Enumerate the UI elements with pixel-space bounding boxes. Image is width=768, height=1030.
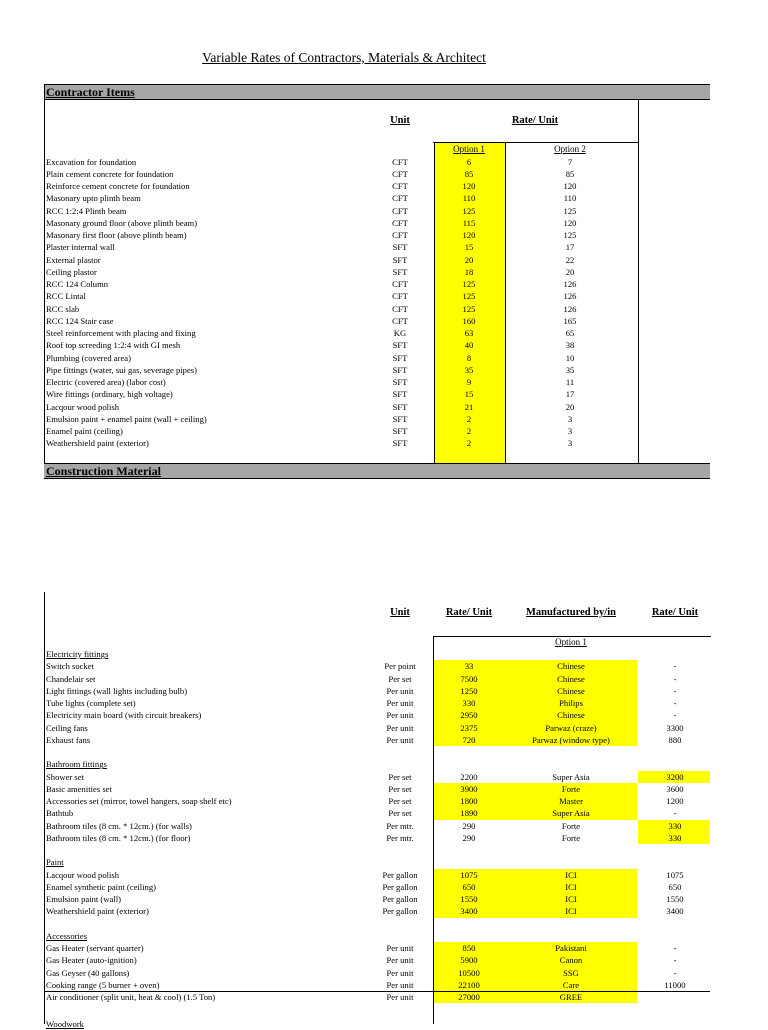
item-cell: Weathershield paint (exterior) bbox=[46, 906, 149, 917]
option2-cell: 20 bbox=[565, 401, 575, 412]
unit-cell: Per gallon bbox=[382, 869, 418, 880]
unit-cell: Per set bbox=[388, 771, 412, 782]
option2-cell: 120 bbox=[563, 217, 577, 228]
rate2-cell: - bbox=[673, 967, 677, 978]
rate2-cell: 650 bbox=[668, 881, 682, 892]
rate-cell: 22100 bbox=[458, 979, 480, 990]
manufacturer-cell: Forte bbox=[561, 820, 581, 831]
option1-cell: 120 bbox=[462, 181, 476, 191]
unit-cell: CFT bbox=[392, 156, 408, 167]
unit-cell: SFT bbox=[392, 389, 408, 400]
option2-cell: 126 bbox=[563, 279, 577, 289]
unit-cell: Per set bbox=[388, 796, 412, 806]
group-heading bbox=[0, 930, 768, 942]
unit-cell: Per mtr. bbox=[386, 820, 414, 831]
trailing-group-label: Woodwork bbox=[46, 1018, 84, 1029]
rate-cell: 2375 bbox=[460, 722, 478, 733]
manufacturer-cell: ICI bbox=[565, 881, 577, 892]
manufacturer-cell: GREE bbox=[559, 992, 583, 1002]
table-row bbox=[0, 229, 768, 241]
table-row bbox=[0, 771, 768, 783]
unit-cell: Per unit bbox=[386, 955, 414, 966]
option2-cell: 3 bbox=[567, 438, 573, 449]
item-cell: RCC 124 Stair case bbox=[46, 315, 114, 326]
rate-cell: 290 bbox=[462, 832, 476, 843]
table-row bbox=[0, 967, 768, 979]
manufacturer-cell: Forte bbox=[561, 832, 581, 843]
construction-material-heading: Construction Material bbox=[46, 464, 161, 478]
manufacturer-cell: Chinese bbox=[557, 673, 585, 684]
option2-label: Option 2 bbox=[554, 144, 586, 154]
table-row bbox=[0, 290, 768, 302]
option2-cell: 3 bbox=[567, 426, 573, 436]
unit-cell: Per unit bbox=[386, 992, 414, 1002]
item-cell: Masonary first floor (above plinth beam) bbox=[46, 230, 187, 240]
unit-cell: Per unit bbox=[386, 967, 414, 978]
item-cell: Emulsion paint (wall) bbox=[46, 894, 121, 904]
group-heading bbox=[0, 758, 768, 770]
unit-cell: Per unit bbox=[386, 710, 414, 721]
rate-cell: 850 bbox=[462, 943, 476, 953]
table-row bbox=[0, 254, 768, 266]
item-cell: Ceiling plastor bbox=[46, 266, 97, 277]
unit-cell: SFT bbox=[392, 413, 408, 424]
rate2-cell: 3200 bbox=[666, 771, 684, 782]
contractor-items-bar bbox=[44, 84, 710, 100]
rate-cell: 330 bbox=[462, 698, 476, 708]
item-cell: Emulsion paint + enamel paint (wall + ceiling) bbox=[46, 413, 207, 424]
unit-cell: Per mtr. bbox=[386, 832, 414, 843]
option1-label: Option 1 bbox=[453, 144, 485, 154]
item-cell: Lacqour wood polish bbox=[46, 869, 120, 880]
unit-cell: CFT bbox=[392, 168, 408, 179]
item-cell: Ceiling fans bbox=[46, 722, 88, 733]
manufacturer-cell: Care bbox=[562, 979, 580, 990]
manufacturer-cell: ICI bbox=[565, 894, 577, 904]
unit-cell: Per unit bbox=[386, 979, 414, 990]
option1-cell: 2 bbox=[466, 426, 472, 436]
manufacturer-cell: Forte bbox=[561, 783, 581, 794]
unit-cell: SFT bbox=[392, 254, 408, 265]
group-heading-label: Paint bbox=[46, 857, 64, 868]
manufacturer-cell: Parwaz (craze) bbox=[545, 722, 597, 733]
unit-cell: SFT bbox=[392, 438, 408, 449]
option2-cell: 17 bbox=[565, 242, 575, 253]
unit-cell: SFT bbox=[392, 377, 408, 387]
item-cell: Electricity main board (with circuit breakers) bbox=[46, 710, 202, 721]
group-heading-label: Electricity fittings bbox=[46, 649, 109, 659]
option1-cell: 2 bbox=[466, 413, 472, 424]
group-heading-label: Accessories bbox=[46, 930, 88, 941]
item-cell: Gas Heater (auto-ignition) bbox=[46, 955, 137, 966]
rate-cell: 2950 bbox=[460, 710, 478, 721]
item-cell: Wire fittings (ordinary, high voltage) bbox=[46, 389, 173, 400]
item-cell: RCC 124 Column bbox=[46, 279, 109, 289]
option1-cell: 40 bbox=[464, 340, 474, 351]
unit-cell: SFT bbox=[392, 364, 408, 375]
unit-cell: Per gallon bbox=[382, 881, 418, 892]
item-cell: Reinforce cement concrete for foundation bbox=[46, 181, 190, 191]
option1-cell: 8 bbox=[466, 352, 472, 363]
option1-cell: 85 bbox=[464, 168, 474, 179]
rate-cell: 1800 bbox=[460, 796, 478, 806]
item-cell: Electric (covered area) (labor cost) bbox=[46, 377, 166, 387]
table-row bbox=[0, 156, 768, 168]
option1-cell: 6 bbox=[466, 156, 472, 167]
s2-rate2-column-header: Rate/ Unit bbox=[651, 607, 699, 618]
table-row bbox=[0, 722, 768, 734]
table-row bbox=[0, 832, 768, 844]
table-row bbox=[0, 905, 768, 917]
contractor-items-heading: Contractor Items bbox=[46, 85, 135, 99]
table-row bbox=[0, 303, 768, 315]
option1-cell: 125 bbox=[462, 291, 476, 302]
rate2-cell: - bbox=[673, 710, 677, 721]
table-row bbox=[0, 388, 768, 400]
page-title: Variable Rates of Contractors, Materials & Architect bbox=[202, 50, 486, 65]
unit-cell: Per unit bbox=[386, 698, 414, 708]
item-cell: Masonary ground floor (above plinth beam) bbox=[46, 217, 198, 228]
table-row bbox=[0, 783, 768, 795]
unit-cell: SFT bbox=[392, 401, 408, 412]
option2-cell: 20 bbox=[565, 266, 575, 277]
unit-cell: SFT bbox=[392, 352, 408, 363]
manufacturer-cell: Super Asia bbox=[552, 771, 590, 782]
item-cell: RCC slab bbox=[46, 303, 80, 314]
rate-cell: 10500 bbox=[458, 967, 480, 978]
section1-right-border bbox=[638, 99, 639, 142]
rate-cell: 290 bbox=[462, 820, 476, 831]
item-cell: Basic amenities set bbox=[46, 783, 112, 794]
unit-cell: Per set bbox=[388, 808, 412, 819]
option1-cell: 63 bbox=[464, 328, 474, 338]
manufacturer-cell: Chinese bbox=[557, 710, 585, 721]
option1-cell: 2 bbox=[466, 438, 472, 449]
manufacturer-cell: SSG bbox=[563, 967, 579, 978]
construction-material-bar bbox=[44, 463, 710, 479]
option2-cell: 11 bbox=[565, 377, 575, 387]
item-cell: Plumbing (covered area) bbox=[46, 352, 131, 363]
item-cell: Roof top screeding 1:2:4 with GI mesh bbox=[46, 340, 181, 351]
manufacturer-cell: Chinese bbox=[557, 685, 585, 696]
unit-cell: Per unit bbox=[386, 722, 414, 733]
table-row bbox=[0, 893, 768, 905]
item-cell: Bathroom tiles (8 cm. * 12cm.) (for floor) bbox=[46, 832, 191, 843]
unit-cell: CFT bbox=[392, 205, 408, 216]
table-row bbox=[0, 339, 768, 351]
table-row bbox=[0, 660, 768, 672]
item-cell: Switch socket bbox=[46, 661, 94, 672]
manufacturer-cell: Chinese bbox=[557, 661, 585, 672]
item-cell: Air conditioner (split unit, heat & cool) (1.5 Ton) bbox=[46, 992, 216, 1002]
unit-cell: Per point bbox=[384, 661, 416, 672]
manufacturer-cell: Pakistani bbox=[555, 943, 587, 953]
table-row bbox=[0, 685, 768, 697]
table-row bbox=[0, 401, 768, 413]
table-row bbox=[0, 869, 768, 881]
s2-rate-column-header: Rate/ Unit bbox=[445, 607, 493, 618]
item-cell: Enamel paint (ceiling) bbox=[46, 426, 123, 436]
rate2-cell: - bbox=[673, 955, 677, 966]
row-separator-line bbox=[44, 991, 710, 992]
rate-cell: 3900 bbox=[460, 783, 478, 794]
table-row bbox=[0, 709, 768, 721]
rate-cell: 1075 bbox=[460, 869, 478, 880]
option1-cell: 35 bbox=[464, 364, 474, 375]
table-row bbox=[0, 278, 768, 290]
unit-cell: KG bbox=[393, 328, 407, 338]
option1-cell: 15 bbox=[464, 242, 474, 253]
unit-cell: CFT bbox=[392, 315, 408, 326]
unit-cell: Per gallon bbox=[382, 906, 418, 917]
table-row bbox=[0, 266, 768, 278]
option2-cell: 3 bbox=[567, 413, 573, 424]
option2-cell: 125 bbox=[563, 230, 577, 240]
unit-cell: Per gallon bbox=[382, 894, 418, 904]
table-row bbox=[0, 954, 768, 966]
unit-cell: CFT bbox=[392, 279, 408, 289]
group-heading bbox=[0, 856, 768, 868]
unit-column-header: Unit bbox=[390, 115, 410, 126]
table-row bbox=[0, 364, 768, 376]
rate2-cell: 330 bbox=[668, 820, 682, 831]
group-heading-label: Bathroom fittings bbox=[46, 759, 107, 770]
item-cell: Accessories set (mirror, towel hangers, soap shelf etc) bbox=[46, 796, 232, 806]
option1-cell: 21 bbox=[464, 401, 474, 412]
table-row bbox=[0, 697, 768, 709]
unit-cell: CFT bbox=[392, 291, 408, 302]
s2-manufacturer-column-header: Manufactured by/in bbox=[526, 607, 616, 618]
unit-cell: CFT bbox=[392, 217, 408, 228]
rate-cell: 7500 bbox=[460, 673, 478, 684]
option1-cell: 160 bbox=[462, 315, 476, 326]
option2-cell: 38 bbox=[565, 340, 575, 351]
rate-cell: 5900 bbox=[460, 955, 478, 966]
unit-cell: Per set bbox=[388, 673, 412, 684]
table-row bbox=[0, 192, 768, 204]
rate2-cell: 3600 bbox=[666, 783, 684, 794]
rate-cell: 1250 bbox=[460, 685, 478, 696]
table-row bbox=[0, 315, 768, 327]
item-cell: Cooking range (5 burner + oven) bbox=[46, 979, 160, 990]
table-row bbox=[0, 327, 768, 339]
rate2-cell: 1550 bbox=[666, 894, 684, 904]
unit-cell: SFT bbox=[392, 242, 408, 253]
option2-cell: 65 bbox=[565, 328, 575, 338]
item-cell: Light fittings (wall lights including bulb) bbox=[46, 685, 188, 696]
option1-cell: 20 bbox=[464, 254, 474, 265]
manufacturer-cell: Parwaz (window type) bbox=[532, 734, 610, 745]
item-cell: Lacqour wood polish bbox=[46, 401, 120, 412]
unit-cell: CFT bbox=[392, 193, 408, 204]
unit-cell: Per unit bbox=[386, 943, 414, 953]
rate2-cell: 1075 bbox=[666, 869, 684, 880]
s2-unit-column-header: Unit bbox=[390, 607, 410, 618]
table-row bbox=[0, 979, 768, 991]
manufacturer-cell: ICI bbox=[565, 906, 577, 917]
rate2-cell: - bbox=[673, 943, 677, 953]
table-row bbox=[0, 991, 768, 1003]
rate2-cell: - bbox=[673, 808, 677, 819]
option2-cell: 35 bbox=[565, 364, 575, 375]
option1-cell: 125 bbox=[462, 205, 476, 216]
item-cell: RCC Lintal bbox=[46, 291, 86, 302]
table-row bbox=[0, 352, 768, 364]
item-cell: Plaster internal wall bbox=[46, 242, 115, 253]
table-row bbox=[0, 734, 768, 746]
rate2-cell: 330 bbox=[668, 832, 682, 843]
group-heading bbox=[0, 648, 768, 660]
option2-cell: 120 bbox=[563, 181, 577, 191]
option2-cell: 17 bbox=[565, 389, 575, 400]
option2-cell: 126 bbox=[563, 291, 577, 302]
item-cell: Shower set bbox=[46, 771, 84, 782]
item-cell: Chandelair set bbox=[46, 673, 96, 684]
option2-cell: 125 bbox=[563, 205, 577, 216]
option1-cell: 15 bbox=[464, 389, 474, 400]
item-cell: Excavation for foundation bbox=[46, 156, 137, 167]
option2-cell: 110 bbox=[563, 193, 577, 204]
table-row bbox=[0, 425, 768, 437]
option2-cell: 165 bbox=[563, 315, 577, 326]
rate2-cell: 11000 bbox=[664, 979, 686, 990]
table-row bbox=[0, 881, 768, 893]
option1-cell: 115 bbox=[462, 217, 476, 228]
table-row bbox=[0, 180, 768, 192]
item-cell: Gas Heater (servant quarter) bbox=[46, 943, 144, 953]
unit-cell: Per set bbox=[388, 783, 412, 794]
table-row bbox=[0, 217, 768, 229]
item-cell: Bathroom tiles (8 cm. * 12cm.) (for walls) bbox=[46, 820, 192, 831]
item-cell: Enamel synthetic paint (ceiling) bbox=[46, 881, 157, 892]
rate-cell: 2200 bbox=[460, 771, 478, 782]
table-row bbox=[0, 205, 768, 217]
item-cell: Exhaust fans bbox=[46, 734, 91, 745]
rate2-cell: 1200 bbox=[666, 796, 684, 806]
table-row bbox=[0, 413, 768, 425]
table-row bbox=[0, 807, 768, 819]
table-row bbox=[0, 673, 768, 685]
manufacturer-cell: Philips bbox=[559, 698, 583, 708]
manufacturer-cell: Super Asia bbox=[552, 808, 590, 819]
rate2-cell: 3400 bbox=[666, 906, 684, 917]
table-row bbox=[0, 241, 768, 253]
rate2-cell: - bbox=[673, 673, 677, 684]
table-row bbox=[0, 437, 768, 449]
rate-cell: 33 bbox=[464, 661, 474, 672]
unit-cell: CFT bbox=[392, 303, 408, 314]
option2-cell: 7 bbox=[567, 156, 573, 167]
unit-cell: Per unit bbox=[386, 685, 414, 696]
table-row bbox=[0, 168, 768, 180]
table-row bbox=[0, 942, 768, 954]
item-cell: Plain cement concrete for foundation bbox=[46, 168, 174, 179]
option1-cell: 18 bbox=[464, 266, 474, 277]
manufacturer-cell: Master bbox=[559, 796, 583, 806]
s2-option1-label: Option 1 bbox=[555, 637, 587, 647]
unit-cell: SFT bbox=[392, 340, 408, 351]
option2-cell: 85 bbox=[565, 168, 575, 179]
unit-cell: Per unit bbox=[386, 734, 414, 745]
rate-cell: 3400 bbox=[460, 906, 478, 917]
rate2-cell: - bbox=[673, 698, 677, 708]
option1-cell: 110 bbox=[462, 193, 476, 204]
option2-cell: 126 bbox=[563, 303, 577, 314]
item-cell: RCC 1:2:4 Plinth beam bbox=[46, 205, 127, 216]
table-row bbox=[0, 376, 768, 388]
rate-cell: 650 bbox=[462, 881, 476, 892]
rate-cell: 1890 bbox=[460, 808, 478, 819]
item-cell: Weathershield paint (exterior) bbox=[46, 438, 149, 449]
table-row bbox=[0, 795, 768, 807]
manufacturer-cell: ICI bbox=[565, 869, 577, 880]
option2-cell: 10 bbox=[565, 352, 575, 363]
rate-cell: 27000 bbox=[458, 992, 480, 1002]
rate-column-header: Rate/ Unit bbox=[511, 115, 559, 126]
item-cell: Tube lights (complete set) bbox=[46, 698, 136, 708]
rate2-cell: - bbox=[673, 685, 677, 696]
unit-cell: SFT bbox=[392, 266, 408, 277]
unit-cell: CFT bbox=[392, 181, 408, 191]
option1-cell: 9 bbox=[466, 377, 472, 387]
unit-cell: SFT bbox=[392, 426, 408, 436]
manufacturer-cell: Canon bbox=[559, 955, 583, 966]
option2-cell: 22 bbox=[565, 254, 575, 265]
table-row bbox=[0, 820, 768, 832]
item-cell: External plastor bbox=[46, 254, 101, 265]
option1-cell: 125 bbox=[462, 303, 476, 314]
item-cell: Steel reinforcement with placing and fixing bbox=[46, 328, 196, 338]
option1-cell: 125 bbox=[462, 279, 476, 289]
item-cell: Masonary upto plinth beam bbox=[46, 193, 141, 204]
item-cell: Gas Geyser (40 gallons) bbox=[46, 967, 130, 978]
unit-cell: CFT bbox=[392, 230, 408, 240]
rate-cell: 720 bbox=[462, 734, 476, 745]
rate2-cell: - bbox=[673, 661, 677, 672]
rate2-cell: 880 bbox=[668, 734, 682, 745]
option1-cell: 120 bbox=[462, 230, 476, 240]
item-cell: Bathtub bbox=[46, 808, 74, 819]
item-cell: Pipe fittings (water, sui gas, severage pipes) bbox=[46, 364, 197, 375]
rate-cell: 1550 bbox=[460, 894, 478, 904]
rate2-cell: 3300 bbox=[666, 722, 684, 733]
